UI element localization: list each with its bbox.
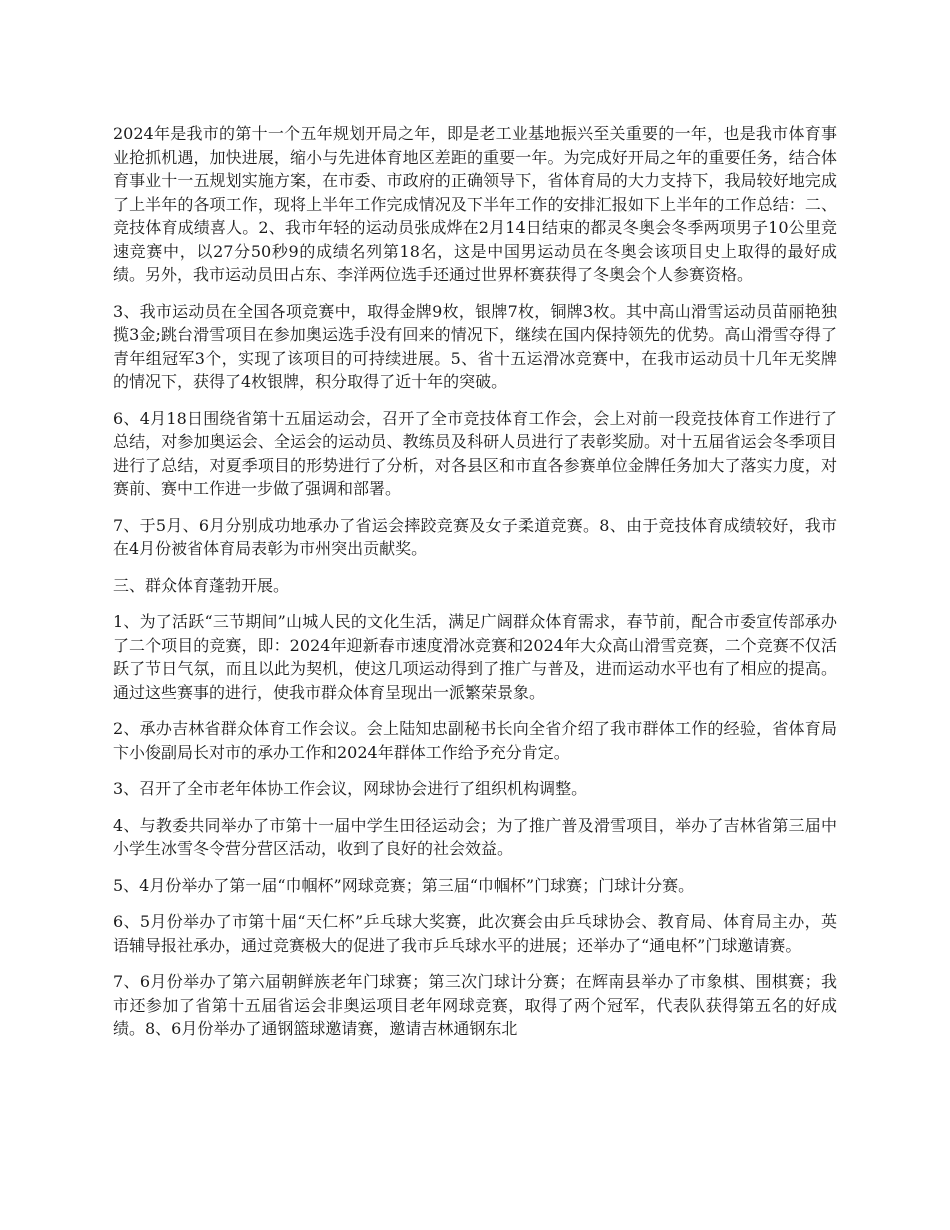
paragraph-4: 7、于5月、6月分别成功地承办了省运会摔跤竞赛及女子柔道竞赛。8、由于竞技体育成绩较好，我市在4月份被省体育局表彰为市州突出贡献奖。: [113, 515, 837, 558]
paragraph-3: 6、4月18日围绕省第十五届运动会，召开了全市竞技体育工作会，会上对前一段竞技体育工作进行了总结，对参加奥运会、全运会的运动员、教练员及科研人员进行了表彰奖励。对十五届省运会冬季项目进行了总结，对夏季项目的形势进行了分析，对各县区和市直各参赛单位金牌任务加大了落实力度，对赛前、赛中工作进一步做了强调和部署。: [113, 408, 837, 498]
section-heading-mass-sports: 三、群众体育蓬勃开展。: [113, 575, 290, 595]
paragraph-1: 2024年是我市的第十一个五年规划开局之年，即是老工业基地振兴至关重要的一年，也是我市体育事业抢抓机遇，加快进展，缩小与先进体育地区差距的重要一年。为完成好开局之年的重要任务，结合体育事业十一五规划实施方案，在市委、市政府的正确领导下，省体育局的大力支持下，我局较好地完成了上半年的各项工作，现将上半年工作完成情况及下半年工作的安排汇报如下上半年的工作总结：二、竞技体育成绩喜人。2、我市年轻的运动员张成烨在2月14日结束的都灵冬奥会冬季两项男子10公里竞速竞赛中，以27分50秒9的成绩名列第18名，这是中国男运动员在冬奥会该项目史上取得的最好成绩。另外，我市运动员田占东、李洋两位选手还通过世界杯赛获得了冬奥会个人参赛资格。: [113, 124, 837, 284]
paragraph-12: 7、6月份举办了第六届朝鲜族老年门球赛；第三次门球计分赛；在辉南县举办了市象棋、围棋赛；我市还参加了省第十五届省运会非奥运项目老年网球竞赛，取得了两个冠军，代表队获得第五名的好成绩。8、6月份举办了通钢篮球邀请赛，邀请吉林通钢东北: [113, 972, 837, 1038]
paragraph-11: 6、5月份举办了市第十届“天仁杯”乒乓球大奖赛，此次赛会由乒乓球协会、教育局、体育局主办，英语辅导报社承办，通过竞赛极大的促进了我市乒乓球水平的进展；还举办了“通电杯”门球邀请赛。: [113, 912, 837, 955]
paragraph-7: 2、承办吉林省群众体育工作会议。会上陆知忠副秘书长向全省介绍了我市群体工作的经验，省体育局卞小俊副局长对市的承办工作和2024年群体工作给予充分肯定。: [113, 719, 837, 762]
paragraph-8: 3、召开了全市老年体协工作会议，网球协会进行了组织机构调整。: [113, 779, 588, 798]
paragraph-10: 5、4月份举办了第一届“巾帼杯”网球竞赛；第三届“巾帼杯”门球赛；门球计分赛。: [113, 875, 695, 895]
document-page: [113, 122, 837, 1054]
paragraph-2: 3、我市运动员在全国各项竞赛中，取得金牌9枚，银牌7枚，铜牌3枚。其中高山滑雪运动员苗丽艳独揽3金;跳台滑雪项目在参加奥运选手没有回来的情况下，继续在国内保持领先的优势。高山滑雪夺得了青年组冠军3个，实现了该项目的可持续进展。5、省十五运滑冰竞赛中，在我市运动员十几年无奖牌的情况下，获得了4枚银牌，积分取得了近十年的突破。: [113, 301, 837, 391]
paragraph-9: 4、与教委共同举办了市第十一届中学生田径运动会；为了推广普及滑雪项目，举办了吉林省第三届中小学生冰雪冬令营分营区活动，收到了良好的社会效益。: [113, 815, 837, 858]
paragraph-6: 1、为了活跃“三节期间”山城人民的文化生活，满足广阔群众体育需求，春节前，配合市委宣传部承办了二个项目的竞赛，即：2024年迎新春市速度滑冰竞赛和2024年大众高山滑雪竞赛，二个竞赛不仅活跃了节日气氛，而且以此为契机，使这几项运动得到了推广与普及，进而运动水平也有了相应的提高。通过这些赛事的进行，使我市群众体育呈现出一派繁荣景象。: [113, 612, 837, 702]
